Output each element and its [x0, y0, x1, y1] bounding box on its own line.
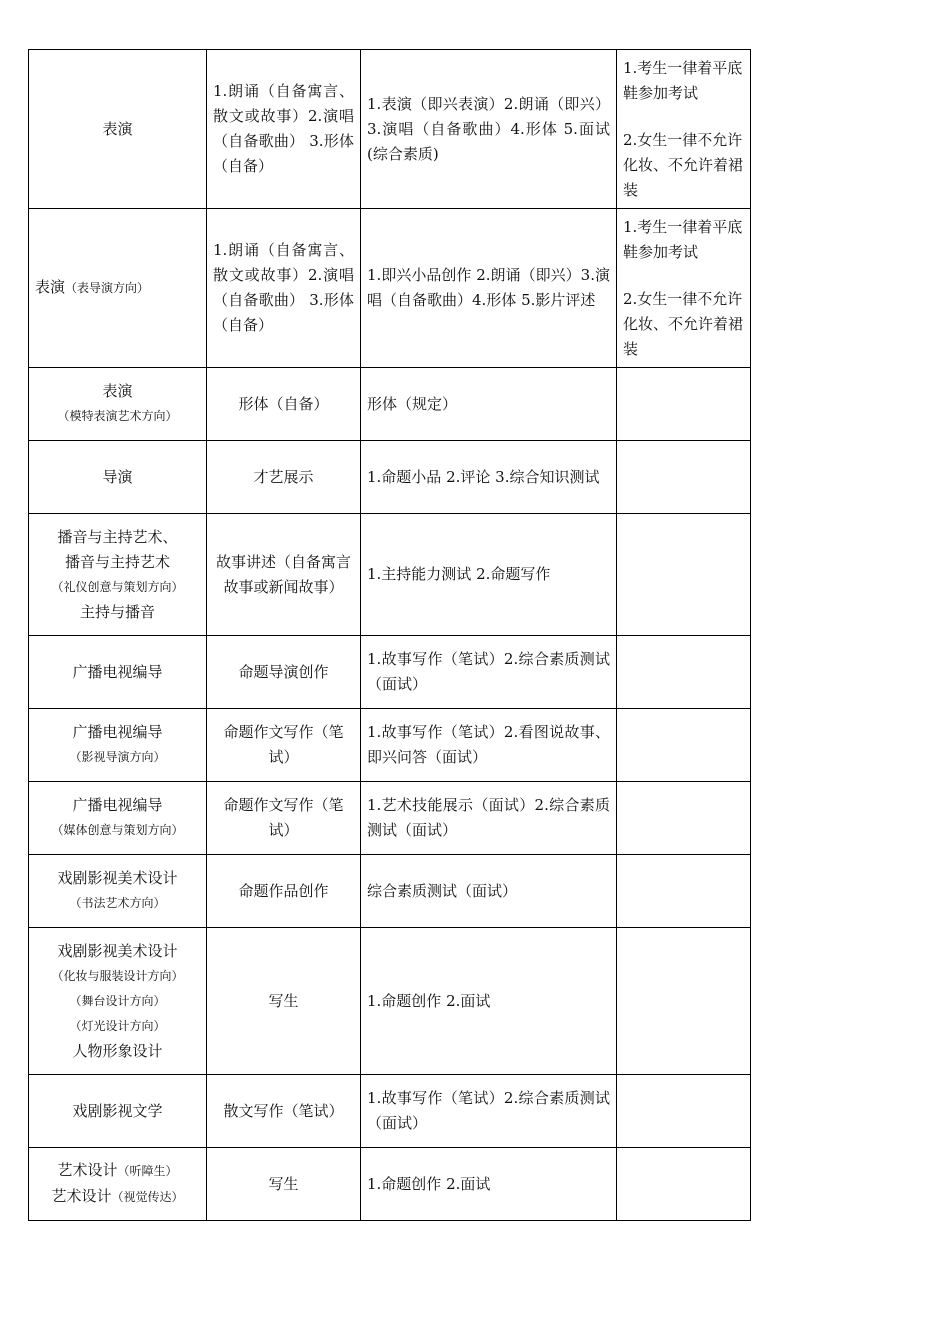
- prelim-cell: 才艺展示: [207, 441, 361, 514]
- major-cell: [29, 928, 207, 1075]
- table-row: [29, 782, 751, 855]
- major-name: 表演: [35, 278, 66, 296]
- final-cell: 1.故事写作（笔试）2.综合素质测试（面试）: [361, 636, 617, 709]
- major-name: 表演: [102, 382, 133, 400]
- major-name: 人物形象设计: [72, 1041, 163, 1060]
- major-cell: [29, 782, 207, 855]
- major-name: 表演: [102, 119, 133, 138]
- note-cell: [617, 928, 751, 1075]
- major-cell: [29, 855, 207, 928]
- note-cell: [617, 514, 751, 636]
- note-cell: [617, 368, 751, 441]
- major-name: 广播电视编导: [72, 662, 163, 681]
- major-direction: （礼仪创意与策划方向）: [51, 579, 184, 594]
- table-row: [29, 855, 751, 928]
- prelim-cell: 形体（自备）: [207, 368, 361, 441]
- major-cell: [29, 709, 207, 782]
- major-direction: （化妆与服装设计方向）: [51, 968, 184, 983]
- prelim-cell: 命题作文写作（笔试）: [207, 782, 361, 855]
- prelim-cell: 1.朗诵（自备寓言、散文或故事）2.演唱（自备歌曲） 3.形体（自备）: [207, 209, 361, 368]
- major-direction: （书法艺术方向）: [69, 896, 166, 910]
- final-cell: 1.主持能力测试 2.命题写作: [361, 514, 617, 636]
- prelim-cell: 命题作文写作（笔试）: [207, 709, 361, 782]
- note-cell: [617, 441, 751, 514]
- table-row: [29, 209, 751, 368]
- final-cell: 1.故事写作（笔试）2.看图说故事、即兴问答（面试）: [361, 709, 617, 782]
- major-cell: [29, 1148, 207, 1221]
- major-cell: [29, 368, 207, 441]
- note-item: 2.女生一律不允许化妆、不允许着裙装: [623, 130, 744, 199]
- table-row: [29, 636, 751, 709]
- major-cell: [29, 514, 207, 636]
- major-cell: [29, 441, 207, 514]
- note-cell: [617, 709, 751, 782]
- final-cell: 1.表演（即兴表演）2.朗诵（即兴）3.演唱（自备歌曲）4.形体 5.面试(综合素质): [361, 50, 617, 209]
- note-item: 1.考生一律着平底鞋参加考试: [623, 217, 743, 261]
- prelim-cell: 故事讲述（自备寓言故事或新闻故事）: [207, 514, 361, 636]
- note-item: 1.考生一律着平底鞋参加考试: [623, 58, 743, 102]
- final-cell: 1.命题创作 2.面试: [361, 1148, 617, 1221]
- note-cell: [617, 1148, 751, 1221]
- prelim-cell: 1.朗诵（自备寓言、散文或故事）2.演唱（自备歌曲） 3.形体（自备）: [207, 50, 361, 209]
- major-name: 导演: [102, 467, 133, 486]
- major-name: 播音与主持艺术: [64, 552, 170, 571]
- final-cell: 1.艺术技能展示（面试）2.综合素质测试（面试）: [361, 782, 617, 855]
- prelim-cell: 命题导演创作: [207, 636, 361, 709]
- major-direction: （视觉传达）: [111, 1190, 184, 1204]
- major-name: 戏剧影视文学: [72, 1101, 163, 1120]
- table-row: [29, 709, 751, 782]
- prelim-cell: 命题作品创作: [207, 855, 361, 928]
- major-direction: （听障生）: [117, 1164, 178, 1178]
- table-row: [29, 50, 751, 209]
- major-direction: （媒体创意与策划方向）: [51, 823, 184, 837]
- major-name: 主持与播音: [79, 602, 155, 621]
- major-name: 戏剧影视美术设计: [57, 869, 178, 887]
- table-row: [29, 368, 751, 441]
- major-cell: [29, 1075, 207, 1148]
- major-name: 播音与主持艺术、: [57, 527, 178, 546]
- final-cell: 综合素质测试（面试）: [361, 855, 617, 928]
- table-row: [29, 1148, 751, 1221]
- major-name: 艺术设计: [57, 1161, 118, 1179]
- note-cell: [617, 209, 751, 368]
- prelim-cell: 散文写作（笔试）: [207, 1075, 361, 1148]
- prelim-cell: 写生: [207, 1148, 361, 1221]
- major-name: 艺术设计: [51, 1187, 112, 1205]
- final-cell: 1.命题创作 2.面试: [361, 928, 617, 1075]
- major-direction: （表导演方向）: [65, 281, 150, 295]
- major-name: 广播电视编导: [72, 723, 163, 741]
- exam-table: [28, 49, 751, 1221]
- prelim-cell: 写生: [207, 928, 361, 1075]
- table-row: [29, 1075, 751, 1148]
- note-cell: [617, 782, 751, 855]
- major-direction: （舞台设计方向）: [69, 993, 166, 1008]
- note-item: 2.女生一律不允许化妆、不允许着裙装: [623, 289, 744, 358]
- major-direction: （影视导演方向）: [69, 750, 166, 764]
- note-cell: [617, 1075, 751, 1148]
- table-row: [29, 441, 751, 514]
- major-direction: （灯光设计方向）: [69, 1018, 166, 1033]
- major-name: 广播电视编导: [72, 796, 163, 814]
- major-cell: [29, 50, 207, 209]
- note-cell: [617, 636, 751, 709]
- final-cell: 1.即兴小品创作 2.朗诵（即兴）3.演唱（自备歌曲）4.形体 5.影片评述: [361, 209, 617, 368]
- table-row: [29, 514, 751, 636]
- major-cell: [29, 636, 207, 709]
- table-row: [29, 928, 751, 1075]
- final-cell: 1.命题小品 2.评论 3.综合知识测试: [361, 441, 617, 514]
- note-cell: [617, 855, 751, 928]
- note-cell: [617, 50, 751, 209]
- major-direction: （模特表演艺术方向）: [57, 409, 178, 423]
- major-cell: [29, 209, 207, 368]
- final-cell: 1.故事写作（笔试）2.综合素质测试（面试）: [361, 1075, 617, 1148]
- final-cell: 形体（规定）: [361, 368, 617, 441]
- major-name: 戏剧影视美术设计: [57, 941, 178, 960]
